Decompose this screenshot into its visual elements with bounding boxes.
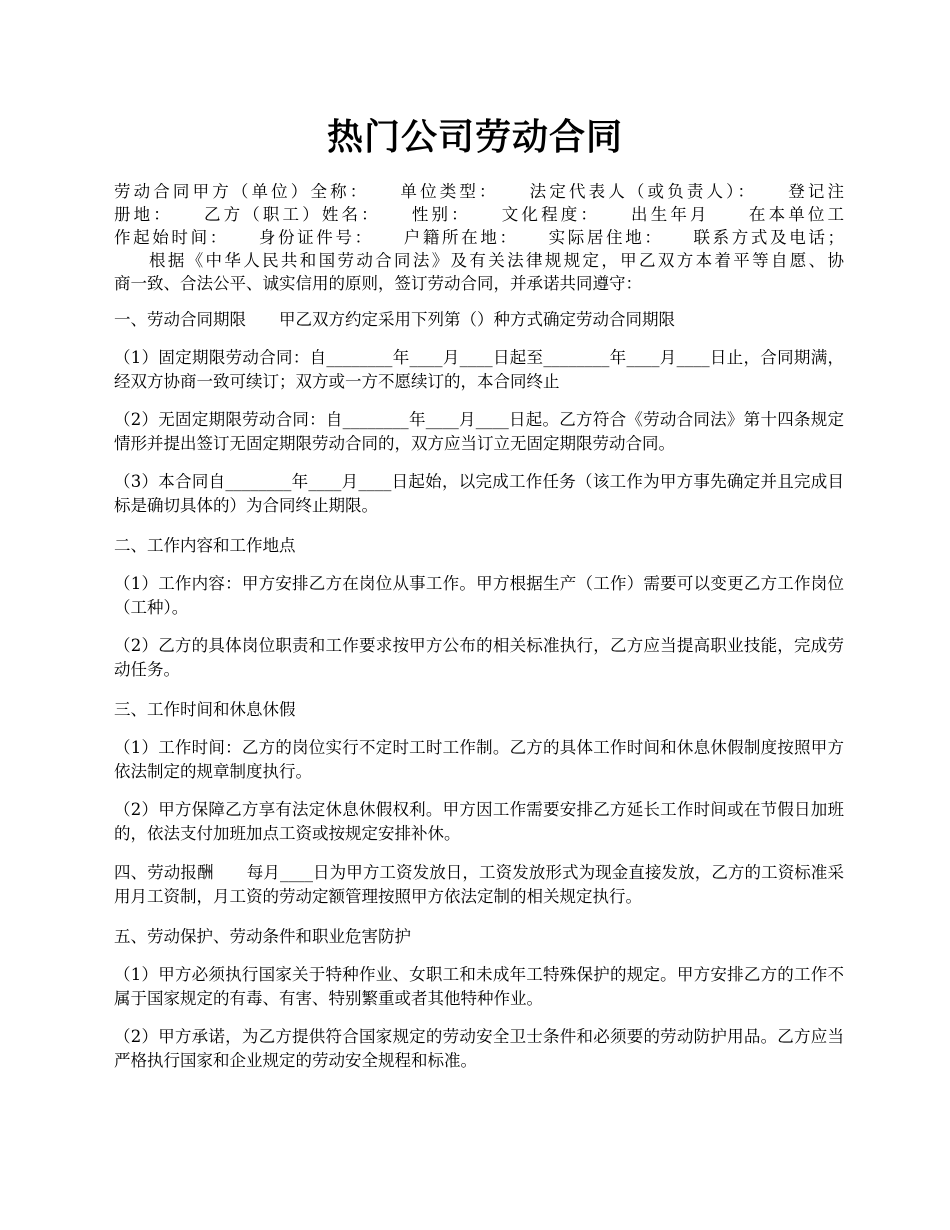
intro-line-2: 册地： 乙方（职工）姓名： 性别： 文化程度： 出生年月 在本单位工 [114, 205, 844, 224]
section-5-paragraph-1: （1）甲方必须执行国家关于特种作业、女职工和未成年工特殊保护的规定。甲方安排乙方的工作不属于国家规定的有毒、有害、特别繁重或者其他特种作业。 [114, 965, 844, 1008]
section-4-paragraph: 四、劳动报酬 每月____日为甲方工资发放日，工资发放形式为现金直接发放，乙方的工资标准采用月工资制，月工资的劳动定额管理按照甲方依法定制的相关规定执行。 [114, 863, 844, 906]
section-2-paragraph-1: （1）工作内容：甲方安排乙方在岗位从事工作。甲方根据生产（工作）需要可以变更乙方工作岗位（工种）。 [114, 574, 844, 617]
intro-line-3: 作起始时间： 身份证件号： 户籍所在地： 实际居住地： 联系方式及电话； [114, 228, 844, 247]
section-1-paragraph-2: （2）无固定期限劳动合同：自________年____月____日起。乙方符合《劳动合同法》第十四条规定情形并提出签订无固定期限劳动合同的，双方应当订立无固定期限劳动合同。 [114, 410, 844, 453]
intro-line-5: 商一致、合法公平、诚实信用的原则，签订劳动合同，并承诺共同遵守： [114, 274, 642, 293]
intro-line-1: 劳动合同甲方（单位）全称： 单位类型： 法定代表人（或负责人）： 登记注 [114, 182, 844, 201]
section-1-paragraph-1: （1）固定期限劳动合同：自________年____月____日起至________年____月____日止，合同期满，经双方协商一致可续订；双方或一方不愿续订的，本合同终止 [114, 348, 844, 391]
section-5-paragraph-2: （2）甲方承诺，为乙方提供符合国家规定的劳动安全卫士条件和必须要的劳动防护用品。乙方应当严格执行国家和企业规定的劳动安全规程和标准。 [114, 1027, 844, 1070]
section-3-heading: 三、工作时间和休息休假 [114, 700, 296, 719]
section-1-heading: 一、劳动合同期限 甲乙双方约定采用下列第（）种方式确定劳动合同期限 [114, 310, 675, 329]
section-2-heading: 二、工作内容和工作地点 [114, 536, 296, 555]
intro-line-4: 根据《中华人民共和国劳动合同法》及有关法律规规定，甲乙双方本着平等自愿、协 [149, 251, 844, 270]
section-1-paragraph-3: （3）本合同自________年____月____日起始，以完成工作任务（该工作为甲方事先确定并且完成目标是确切具体的）为合同终止期限。 [114, 472, 844, 515]
document-title: 热门公司劳动合同 [326, 116, 623, 158]
section-2-paragraph-2: （2）乙方的具体岗位职责和工作要求按甲方公布的相关标准执行，乙方应当提高职业技能，完成劳动任务。 [114, 636, 844, 679]
section-3-paragraph-2: （2）甲方保障乙方享有法定休息休假权利。甲方因工作需要安排乙方延长工作时间或在节假日加班的，依法支付加班加点工资或按规定安排补休。 [114, 800, 844, 843]
section-3-paragraph-1: （1）工作时间：乙方的岗位实行不定时工时工作制。乙方的具体工作时间和休息休假制度按照甲方依法制定的规章制度执行。 [114, 738, 844, 781]
section-5-heading: 五、劳动保护、劳动条件和职业危害防护 [114, 927, 411, 946]
